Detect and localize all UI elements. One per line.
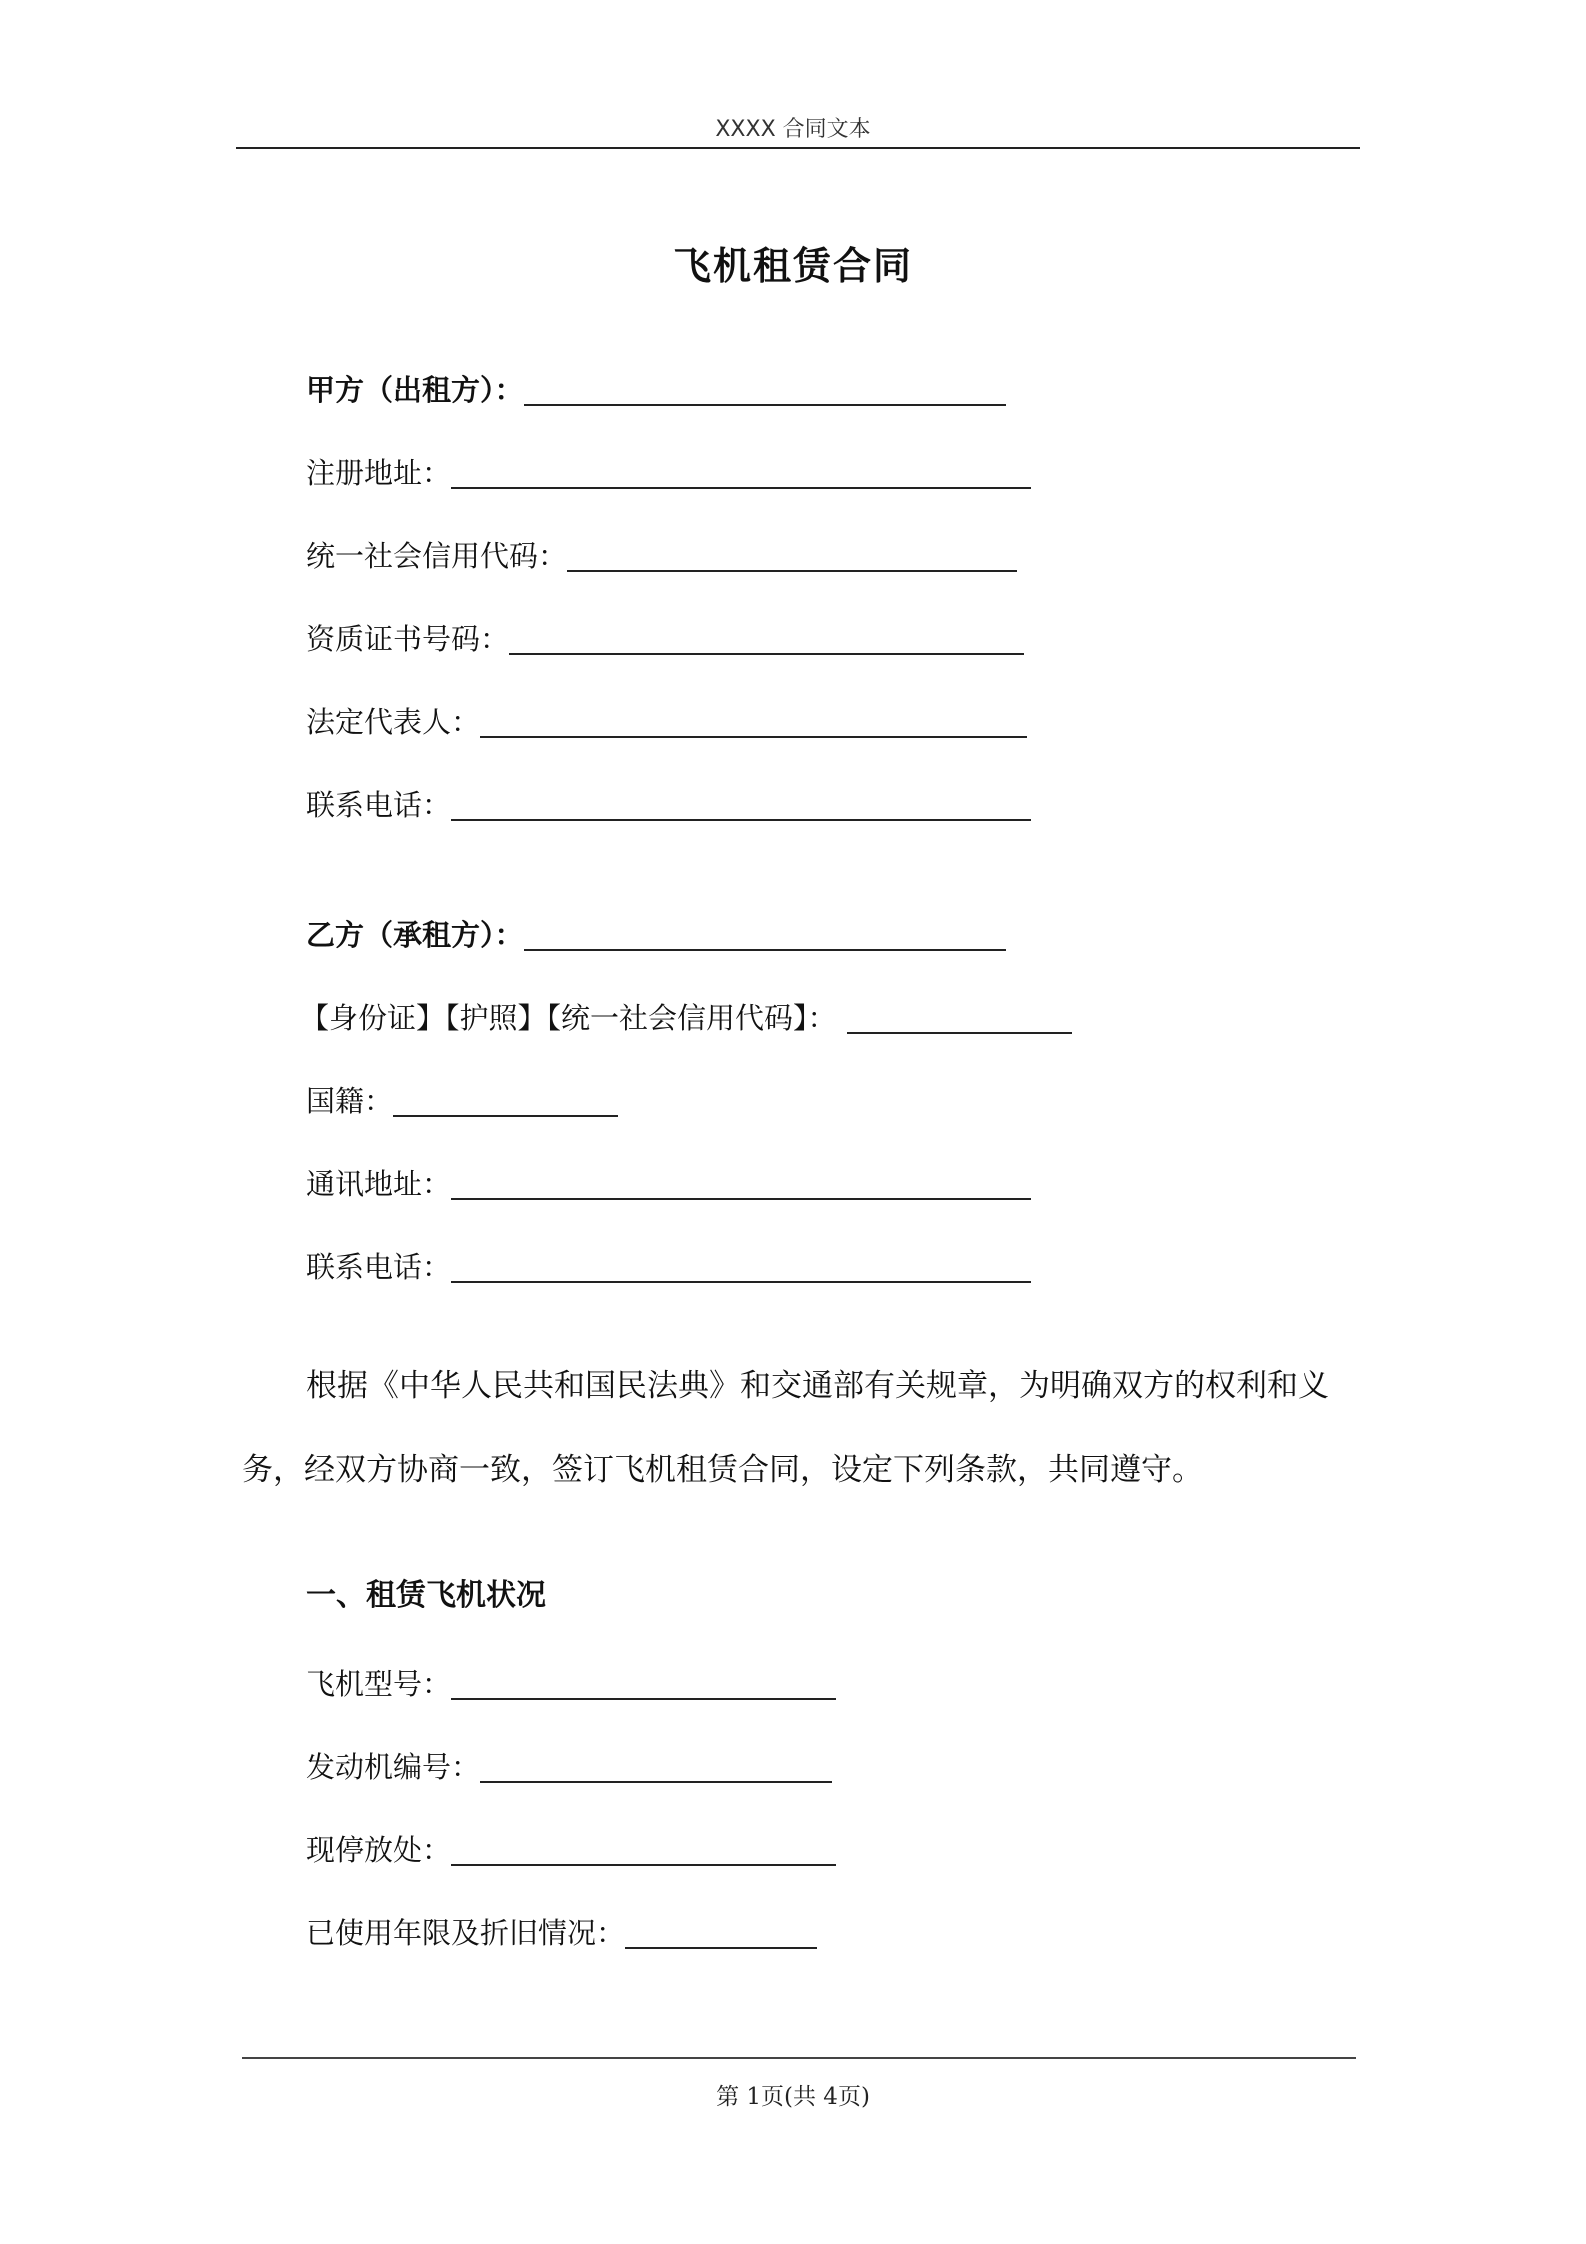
credit-code-label: 统一社会信用代码： (306, 539, 568, 573)
id-number-row (300, 988, 1072, 1038)
section-1-heading: 一、租赁飞机状况 (306, 1578, 546, 1613)
party-b-row (306, 905, 1006, 955)
aircraft-model-row (306, 1654, 836, 1704)
mailing-address-blank[interactable] (451, 1168, 1031, 1200)
party-a-phone-label: 联系电话： (306, 788, 452, 822)
party-b-phone-label: 联系电话： (306, 1250, 452, 1284)
aircraft-model-label: 飞机型号： (306, 1667, 452, 1701)
party-a-name-blank[interactable] (524, 374, 1006, 406)
party-a-phone-blank[interactable] (451, 789, 1031, 821)
engine-number-blank[interactable] (480, 1751, 832, 1783)
nationality-row (306, 1071, 618, 1121)
document-title: 飞机租赁合同 (672, 244, 913, 288)
legal-rep-blank[interactable] (480, 706, 1027, 738)
credit-code-row (306, 526, 1017, 576)
party-a-phone-row (306, 775, 1031, 825)
id-number-blank[interactable] (847, 1002, 1072, 1034)
page-number: 第 1页(共 4页) (716, 2084, 870, 2110)
party-b-heading: 乙方（承租方）： (306, 918, 524, 952)
party-b-name-blank[interactable] (524, 919, 1006, 951)
page-header-text: XXXX 合同文本 (715, 117, 871, 142)
legal-rep-label: 法定代表人： (306, 705, 481, 739)
credit-code-blank[interactable] (567, 540, 1017, 572)
mailing-address-row (306, 1154, 1031, 1204)
party-a-heading: 甲方（出租方）： (306, 373, 524, 407)
party-b-phone-row (306, 1237, 1031, 1287)
engine-number-label: 发动机编号： (306, 1750, 481, 1784)
parking-location-label: 现停放处： (306, 1833, 452, 1867)
registered-address-blank[interactable] (451, 457, 1031, 489)
parking-location-row (306, 1820, 836, 1870)
mailing-address-label: 通讯地址： (306, 1167, 452, 1201)
qualification-cert-blank[interactable] (509, 623, 1024, 655)
engine-number-row (306, 1737, 832, 1787)
nationality-label: 国籍： (306, 1084, 394, 1118)
intro-line-2: 务，经双方协商一致，签订飞机租赁合同，设定下列条款，共同遵守。 (242, 1452, 1203, 1488)
aircraft-model-blank[interactable] (451, 1668, 836, 1700)
usage-depreciation-label: 已使用年限及折旧情况： (306, 1916, 626, 1950)
legal-rep-row (306, 692, 1027, 742)
party-a-row (306, 360, 1006, 410)
qualification-cert-row (306, 609, 1024, 659)
registered-address-row (306, 443, 1031, 493)
intro-line-1: 根据《中华人民共和国民法典》和交通部有关规章，为明确双方的权利和义 (306, 1368, 1329, 1404)
usage-depreciation-row (306, 1903, 817, 1953)
parking-location-blank[interactable] (451, 1834, 836, 1866)
party-b-phone-blank[interactable] (451, 1251, 1031, 1283)
id-number-label: 【身份证】【护照】【统一社会信用代码】： (300, 1001, 837, 1035)
footer-rule (242, 2057, 1356, 2059)
qualification-cert-label: 资质证书号码： (306, 622, 510, 656)
usage-depreciation-blank[interactable] (625, 1917, 817, 1949)
registered-address-label: 注册地址： (306, 456, 452, 490)
nationality-blank[interactable] (393, 1085, 618, 1117)
header-rule (236, 147, 1360, 149)
